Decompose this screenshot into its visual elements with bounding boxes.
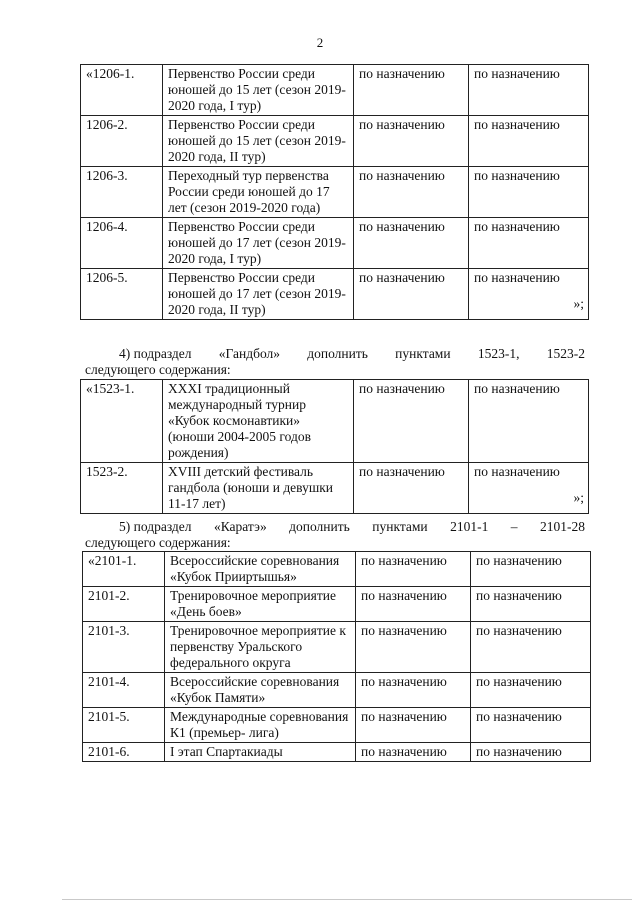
entry-number: 2101-4. bbox=[83, 673, 165, 708]
closing-quote: »; bbox=[573, 490, 584, 505]
entry-number: 1206-4. bbox=[81, 218, 163, 269]
table-row bbox=[83, 552, 591, 587]
entry-name: XVIII детский фестиваль гандбола (юноши и девушки 11-17 лет) bbox=[163, 463, 354, 514]
entry-number: «1206-1. bbox=[81, 65, 163, 116]
entry-place bbox=[469, 463, 589, 514]
entry-dates: по назначению bbox=[354, 380, 469, 463]
table-3 bbox=[82, 551, 591, 762]
paragraph-5 bbox=[85, 519, 585, 551]
entry-place-value: по назначению bbox=[474, 464, 560, 479]
table-row bbox=[83, 743, 591, 762]
table-row bbox=[81, 269, 589, 320]
table-row bbox=[81, 218, 589, 269]
entry-number: 1206-2. bbox=[81, 116, 163, 167]
entry-number: «2101-1. bbox=[83, 552, 165, 587]
entry-name: XXXI традиционный международный турнир «Кубок космонавтики» (юноши 2004-2005 годов рождения) bbox=[163, 380, 354, 463]
entry-number: 1523-2. bbox=[81, 463, 163, 514]
entry-name: Переходный тур первенства России среди юношей до 17 лет (сезон 2019-2020 года) bbox=[163, 167, 354, 218]
para5-word: – bbox=[510, 519, 518, 534]
entry-name: Первенство России среди юношей до 17 лет (сезон 2019-2020 года, I тур) bbox=[163, 218, 354, 269]
entry-place: по назначению bbox=[471, 743, 591, 762]
entry-name: Международные соревнования К1 (премьер- лига) bbox=[165, 708, 356, 743]
table-row bbox=[83, 622, 591, 673]
entry-dates: по назначению bbox=[356, 552, 471, 587]
table-1 bbox=[80, 64, 589, 320]
entry-number: 2101-2. bbox=[83, 587, 165, 622]
entry-place: по назначению bbox=[469, 116, 589, 167]
entry-name: Всероссийские соревнования «Кубок Прииртышья» bbox=[165, 552, 356, 587]
table-row bbox=[81, 167, 589, 218]
entry-dates: по назначению bbox=[356, 743, 471, 762]
entry-dates: по назначению bbox=[356, 673, 471, 708]
entry-name: Тренировочное мероприятие «День боев» bbox=[165, 587, 356, 622]
entry-name: I этап Спартакиады bbox=[165, 743, 356, 762]
entry-dates: по назначению bbox=[354, 269, 469, 320]
closing-quote: »; bbox=[573, 296, 584, 311]
entry-place bbox=[469, 269, 589, 320]
entry-dates: по назначению bbox=[356, 708, 471, 743]
entry-place: по назначению bbox=[471, 552, 591, 587]
table-2 bbox=[80, 379, 589, 514]
entry-place: по назначению bbox=[469, 65, 589, 116]
table-row bbox=[83, 708, 591, 743]
entry-number: 2101-3. bbox=[83, 622, 165, 673]
entry-name: Первенство России среди юношей до 15 лет (сезон 2019-2020 года, II тур) bbox=[163, 116, 354, 167]
entry-dates: по назначению bbox=[354, 463, 469, 514]
entry-dates: по назначению bbox=[354, 116, 469, 167]
para4-word: «Гандбол» bbox=[218, 346, 280, 361]
entry-place: по назначению bbox=[471, 587, 591, 622]
entry-name: Первенство России среди юношей до 15 лет (сезон 2019-2020 года, I тур) bbox=[163, 65, 354, 116]
para4-word: 1523-1, bbox=[477, 346, 520, 361]
entry-number: «1523-1. bbox=[81, 380, 163, 463]
table-row bbox=[81, 65, 589, 116]
entry-place-value: по назначению bbox=[474, 270, 560, 285]
table-row bbox=[83, 587, 591, 622]
page-number: 2 bbox=[316, 35, 324, 50]
entry-place: по назначению bbox=[471, 673, 591, 708]
para5-line2: следующего содержания: bbox=[85, 535, 231, 550]
para4-word: 4) подраздел bbox=[119, 346, 192, 361]
entry-number: 2101-6. bbox=[83, 743, 165, 762]
table-row bbox=[81, 380, 589, 463]
para5-word: «Каратэ» bbox=[213, 519, 267, 534]
entry-dates: по назначению bbox=[354, 167, 469, 218]
para5-word: 2101-28 bbox=[539, 519, 585, 534]
entry-dates: по назначению bbox=[356, 587, 471, 622]
para5-word: пунктами bbox=[372, 519, 428, 534]
entry-name: Первенство России среди юношей до 17 лет (сезон 2019-2020 года, II тур) bbox=[163, 269, 354, 320]
entry-place: по назначению bbox=[471, 708, 591, 743]
entry-dates: по назначению bbox=[356, 622, 471, 673]
para5-word: 2101-1 bbox=[450, 519, 489, 534]
entry-place: по назначению bbox=[471, 622, 591, 673]
entry-place: по назначению bbox=[469, 167, 589, 218]
scan-edge-divider bbox=[62, 899, 632, 900]
entry-place: по назначению bbox=[469, 380, 589, 463]
table-row bbox=[83, 673, 591, 708]
entry-dates: по назначению bbox=[354, 218, 469, 269]
entry-dates: по назначению bbox=[354, 65, 469, 116]
table-row bbox=[81, 116, 589, 167]
entry-number: 1206-5. bbox=[81, 269, 163, 320]
entry-name: Всероссийские соревнования «Кубок Памяти» bbox=[165, 673, 356, 708]
para4-word: 1523-2 bbox=[546, 346, 585, 361]
entry-number: 1206-3. bbox=[81, 167, 163, 218]
para4-word: дополнить bbox=[307, 346, 368, 361]
paragraph-4 bbox=[85, 346, 585, 378]
entry-name: Тренировочное мероприятие к первенству Уральского федерального округа bbox=[165, 622, 356, 673]
para4-line2: следующего содержания: bbox=[85, 362, 231, 377]
table-row bbox=[81, 463, 589, 514]
entry-place: по назначению bbox=[469, 218, 589, 269]
entry-number: 2101-5. bbox=[83, 708, 165, 743]
para5-word: 5) подраздел bbox=[119, 519, 192, 534]
para4-word: пунктами bbox=[395, 346, 451, 361]
para5-word: дополнить bbox=[289, 519, 350, 534]
